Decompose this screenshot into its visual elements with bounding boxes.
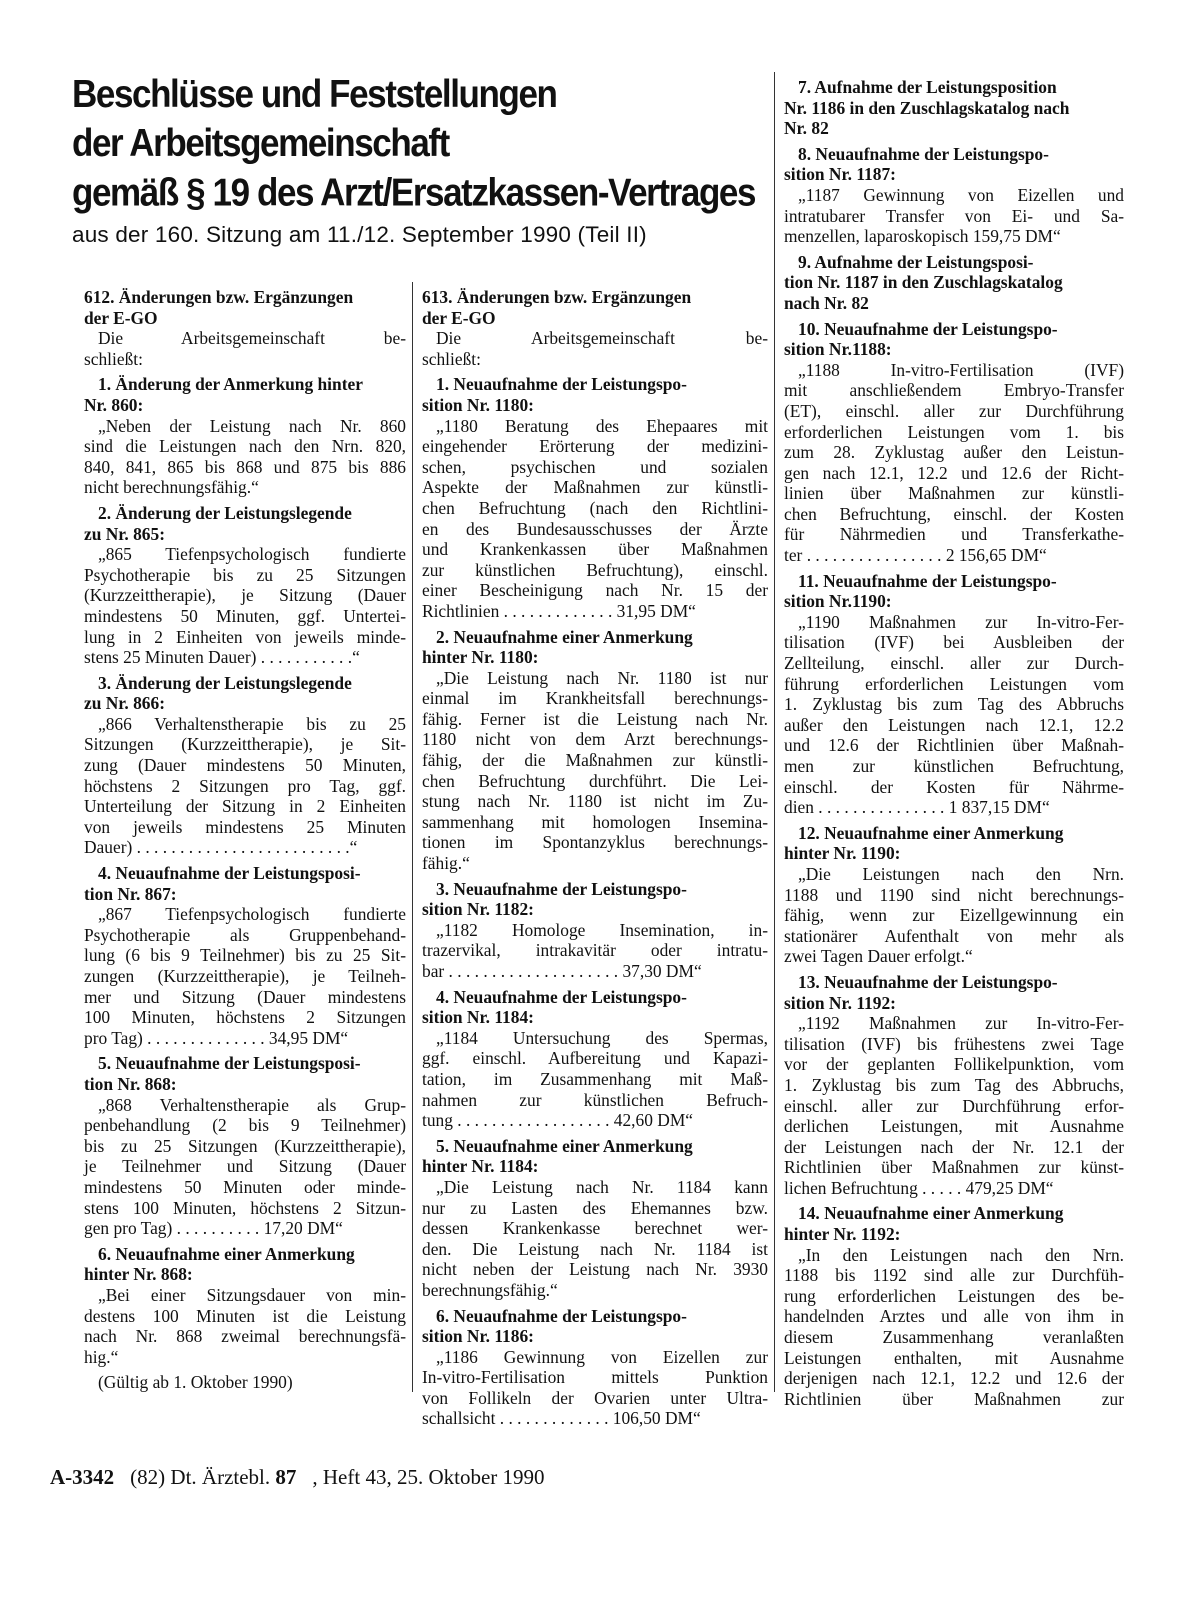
text-line: 1188 bis 1192 sind alle zur Durchfüh- <box>784 1265 1124 1286</box>
text-line: zung (Dauer mindestens 50 Minuten, <box>84 755 406 776</box>
text-line: Die Arbeitsgemeinschaft be- <box>436 328 768 349</box>
text-line: bis zu 25 Sitzungen (Kurzzeittherapie), <box>84 1135 406 1156</box>
text-line: stens 25 Minuten Dauer) . . . . . . . . . . .“ <box>84 647 360 668</box>
text-line: einer Bescheinigung nach Nr. 15 der <box>422 580 768 601</box>
text-line: tung . . . . . . . . . . . . . . . . . . 42,60 DM“ <box>422 1110 693 1131</box>
text-line: sammenhang mit homologen Insemina- <box>422 811 768 832</box>
section-heading-line: 1. Neuaufnahme der Leistungspo- <box>436 374 687 395</box>
section-heading-line: 3. Änderung der Leistungslegende <box>98 672 352 693</box>
text-line: „Neben der Leistung nach Nr. 860 <box>98 415 406 436</box>
section-heading-line: 8. Neuaufnahme der Leistungspo- <box>798 143 1049 164</box>
headline-line-3: gemäß § 19 des Arzt/Ersatzkassen-Vertrages <box>72 170 756 215</box>
text-line: sind die Leistungen nach den Nrn. 820, <box>84 436 406 457</box>
text-line: Richtlinien über Maßnahmen zur künst- <box>784 1157 1124 1178</box>
section-heading-line: Nr. 1186 in den Zuschlagskatalog nach <box>784 97 1070 118</box>
section-heading-line: der E-GO <box>422 307 496 328</box>
text-line: fähig, der die Maßnahmen zur künstli- <box>422 750 768 771</box>
section-heading-line: 4. Neuaufnahme der Leistungsposi- <box>98 863 361 884</box>
column-left <box>84 287 406 1393</box>
text-line: zum 28. Zyklustag außer den Leistun- <box>784 442 1124 463</box>
text-line: gen pro Tag) . . . . . . . . . . 17,20 DM“ <box>84 1218 343 1239</box>
text-line: stationärer Aufenthalt von mehr als <box>784 925 1124 946</box>
text-line: Aspekte der Maßnahmen zur künstli- <box>422 477 768 498</box>
text-line: intratubarer Transfer von Ei- und Sa- <box>784 205 1124 226</box>
section-heading-line: 612. Änderungen bzw. Ergänzungen <box>84 287 354 307</box>
text-line: nicht berechnungsfähig.“ <box>84 477 259 498</box>
text-line: „865 Tiefenpsychologisch fundierte <box>98 544 406 565</box>
section-heading-line: 11. Neuaufnahme der Leistungspo- <box>798 570 1057 591</box>
section-heading-line: sition Nr. 1187: <box>784 164 896 185</box>
text-line: schen, psychischen und sozialen <box>422 456 768 477</box>
text-line: derlichen Leistungen, mit Ausnahme <box>784 1116 1124 1137</box>
text-line: fähig. Ferner ist die Leistung nach Nr. <box>422 708 768 729</box>
text-line: 1180 nicht von dem Arzt berechnungs- <box>422 729 768 750</box>
text-line: Dauer) . . . . . . . . . . . . . . . . . . . . . . . . .“ <box>84 837 358 858</box>
text-line: und Krankenkassen über Maßnahmen <box>422 539 768 560</box>
section-heading-line: sition Nr.1190: <box>784 591 892 612</box>
text-line: trazervikal, intrakavitär oder intratu- <box>422 940 768 961</box>
section-heading-line: 3. Neuaufnahme der Leistungspo- <box>436 878 687 899</box>
text-line: „868 Verhaltenstherapie als Grup- <box>98 1094 406 1115</box>
section-heading-line: hinter Nr. 868: <box>84 1264 193 1285</box>
section-heading-line: tion Nr. 1187 in den Zuschlagskatalog <box>784 272 1063 293</box>
citation-suffix: , Heft 43, 25. Oktober 1990 <box>312 1465 545 1489</box>
text-line: außer den Leistungen nach 12.1, 12.2 <box>784 714 1124 735</box>
column-right <box>784 77 1124 1409</box>
subtitle: aus der 160. Sitzung am 11./12. September 1990 (Teil II) <box>72 222 647 247</box>
section-heading-line: sition Nr. 1192: <box>784 992 896 1013</box>
text-line: chen Befruchtung durchführt. Die Lei- <box>422 770 768 791</box>
text-line: eingehender Erörterung der medizini- <box>422 436 768 457</box>
text-line: zungen (Kurzzeittherapie), je Teilneh- <box>84 966 406 986</box>
text-line: lung in 2 Einheiten von jeweils minde- <box>84 626 406 647</box>
section-heading-line: hinter Nr. 1190: <box>784 843 901 864</box>
section-heading-line: 12. Neuaufnahme einer Anmerkung <box>798 822 1064 843</box>
text-line: zwei Tagen Dauer erfolgt.“ <box>784 946 973 967</box>
section-heading-line: 2. Neuaufnahme einer Anmerkung <box>436 626 693 647</box>
text-line: „1187 Gewinnung von Eizellen und <box>798 184 1124 205</box>
section-heading-line: tion Nr. 867: <box>84 883 177 904</box>
text-line: fähig, wenn zur Eizellgewinnung ein <box>784 905 1124 926</box>
text-line: den. Die Leistung nach Nr. 1184 ist <box>422 1238 768 1259</box>
page-footer <box>50 1465 545 1490</box>
text-line: „In den Leistungen nach den Nrn. <box>798 1244 1124 1265</box>
text-line: tilisation (IVF) bei Ausbleiben der <box>784 632 1124 653</box>
text-line: (Gültig ab 1. Oktober 1990) <box>98 1372 293 1393</box>
text-line: Leistungen enthalten, mit Ausnahme <box>784 1347 1124 1368</box>
text-line: zur künstlichen Befruchtung), einschl. <box>422 559 768 580</box>
text-line: Zellteilung, einschl. aller zur Durch- <box>784 653 1124 674</box>
text-line: chen Befruchtung, einschl. der Kosten <box>784 503 1124 524</box>
text-line: „1188 In-vitro-Fertilisation (IVF) <box>798 359 1124 380</box>
text-line: destens 100 Minuten ist die Leistung <box>84 1305 406 1326</box>
text-line: einschl. der Kosten für Nährme- <box>784 776 1124 797</box>
text-line: der Leistungen nach der Nr. 12.1 der <box>784 1136 1124 1157</box>
text-line: rung erforderlichen Leistungen des be- <box>784 1285 1124 1306</box>
text-line: einmal im Krankheitsfall berechnungs- <box>422 688 768 709</box>
text-line: nahmen zur künstlichen Befruch- <box>422 1089 768 1110</box>
text-line: „Die Leistung nach Nr. 1180 ist nur <box>436 667 768 688</box>
text-line: nach Nr. 868 zweimal berechnungsfä- <box>84 1326 406 1347</box>
text-line: 1188 und 1190 sind nicht berechnungs- <box>784 884 1124 905</box>
text-line: ter . . . . . . . . . . . . . . . . 2 156,65 DM“ <box>784 545 1047 566</box>
section-heading-line: hinter Nr. 1184: <box>422 1156 539 1177</box>
text-line: lichen Befruchtung . . . . . 479,25 DM“ <box>784 1177 1054 1198</box>
text-line: mit anschließendem Embryo-Transfer <box>784 380 1124 401</box>
text-line: diesem Zusammenhang veranlaßten <box>784 1327 1124 1348</box>
text-line: Psychotherapie bis zu 25 Sitzungen <box>84 564 406 585</box>
section-heading-line: Nr. 860: <box>84 394 144 415</box>
headline-line-1: Beschlüsse und Feststellungen <box>72 72 557 116</box>
text-line: „1184 Untersuchung des Spermas, <box>436 1027 768 1048</box>
text-line: „Bei einer Sitzungsdauer von min- <box>98 1284 406 1305</box>
text-line: „1182 Homologe Insemination, in- <box>436 919 768 940</box>
section-heading-line: sition Nr. 1180: <box>422 394 534 415</box>
text-line: (ET), einschl. aller zur Durchführung <box>784 400 1124 421</box>
text-line: lung (6 bis 9 Teilnehmer) bis zu 25 Sit- <box>84 945 406 966</box>
text-line: „867 Tiefenpsychologisch fundierte <box>98 904 406 925</box>
text-line: von jeweils mindestens 25 Minuten <box>84 816 406 837</box>
text-line: chen Befruchtung (nach den Richtlini- <box>422 497 768 518</box>
text-line: berechnungsfähig.“ <box>422 1279 558 1300</box>
citation-prefix: (82) Dt. Ärztebl. <box>130 1465 276 1489</box>
text-line: stens 100 Minuten, höchstens 2 Sitzun- <box>84 1197 406 1218</box>
volume-number: 87 <box>275 1465 297 1489</box>
text-line: schließt: <box>422 348 481 369</box>
text-line: erforderlichen Leistungen vom 1. bis <box>784 421 1124 442</box>
text-line: nicht neben der Leistung nach Nr. 3930 <box>422 1259 768 1280</box>
text-line: nur zu Lasten des Ehemannes bzw. <box>422 1197 768 1218</box>
text-line: 840, 841, 865 bis 868 und 875 bis 886 <box>84 456 406 477</box>
text-line: tation, im Zusammenhang mit Maß- <box>422 1068 768 1089</box>
section-heading-line: 6. Neuaufnahme der Leistungspo- <box>436 1305 687 1326</box>
text-line: führung erforderlichen Leistungen vom <box>784 673 1124 694</box>
section-heading-line: nach Nr. 82 <box>784 292 869 313</box>
section-heading-line: hinter Nr. 1180: <box>422 647 539 668</box>
text-line: mindestens 50 Minuten oder minde- <box>84 1176 406 1197</box>
text-line: mer und Sitzung (Dauer mindestens <box>84 986 406 1007</box>
section-heading-line: tion Nr. 868: <box>84 1073 177 1094</box>
text-line: linien über Maßnahmen zur künstli- <box>784 483 1124 504</box>
text-line: Die Arbeitsgemeinschaft be- <box>98 328 406 349</box>
text-line: einschl. aller zur Durchführung erfor- <box>784 1095 1124 1116</box>
text-line: schließt: <box>84 348 143 369</box>
text-line: pro Tag) . . . . . . . . . . . . . . 34,95 DM“ <box>84 1027 349 1048</box>
text-line: handelnden Arztes und alle von ihm in <box>784 1306 1124 1327</box>
text-line: schallsicht . . . . . . . . . . . . . 106,50 DM“ <box>422 1408 701 1429</box>
section-heading-line: 6. Neuaufnahme einer Anmerkung <box>98 1243 355 1264</box>
text-line: Richtlinien über Maßnahmen zur <box>784 1388 1124 1409</box>
text-line: tionen im Spontanzyklus berechnungs- <box>422 832 768 853</box>
text-line: 1. Zyklustag bis zum Tag des Abbruchs, <box>784 1074 1124 1095</box>
text-line: „Die Leistung nach Nr. 1184 kann <box>436 1176 768 1197</box>
text-line: „1192 Maßnahmen zur In-vitro-Fer- <box>798 1013 1124 1034</box>
text-line: „Die Leistungen nach den Nrn. <box>798 863 1124 884</box>
section-heading-line: 2. Änderung der Leistungslegende <box>98 502 352 523</box>
column-divider <box>412 282 413 1392</box>
section-heading-line: 9. Aufnahme der Leistungsposi- <box>798 251 1034 272</box>
text-line: men zur künstlichen Befruchtung, <box>784 756 1124 776</box>
section-heading-line: 14. Neuaufnahme einer Anmerkung <box>798 1203 1064 1224</box>
section-heading-line: sition Nr. 1182: <box>422 899 534 920</box>
section-heading-line: sition Nr. 1186: <box>422 1326 534 1347</box>
text-line: und 12.6 der Richtlinien über Maßnah- <box>784 735 1124 756</box>
section-heading-line: Nr. 82 <box>784 118 829 139</box>
section-heading-line: sition Nr. 1184: <box>422 1007 534 1028</box>
text-line: höchstens 2 Sitzungen pro Tag, ggf. <box>84 775 406 796</box>
headline <box>72 70 772 218</box>
page-number: A-3342 <box>50 1465 115 1489</box>
column-middle <box>422 287 768 1429</box>
text-line: stung nach Nr. 1180 ist nicht im Zu- <box>422 791 768 812</box>
text-line: je Teilnehmer und Sitzung (Dauer <box>84 1156 406 1177</box>
section-heading-line: hinter Nr. 1192: <box>784 1224 901 1245</box>
text-line: Psychotherapie als Gruppenbehand- <box>84 924 406 945</box>
section-heading-line: 1. Änderung der Anmerkung hinter <box>98 374 363 395</box>
section-heading-line: 5. Neuaufnahme einer Anmerkung <box>436 1135 693 1156</box>
text-line: hig.“ <box>84 1346 119 1367</box>
text-line: derjenigen nach 12.1, 12.2 und 12.6 der <box>784 1368 1124 1389</box>
section-heading-line: 13. Neuaufnahme der Leistungspo- <box>798 971 1058 992</box>
text-line: In-vitro-Fertilisation mittels Punktion <box>422 1367 768 1388</box>
text-line: Richtlinien . . . . . . . . . . . . . 31,95 DM“ <box>422 600 696 621</box>
text-line: penbehandlung (2 bis 9 Teilnehmer) <box>84 1115 406 1136</box>
section-heading-line: zu Nr. 866: <box>84 693 165 714</box>
section-heading-line: sition Nr.1188: <box>784 339 892 360</box>
text-line: von Follikeln der Ovarien unter Ultra- <box>422 1387 768 1408</box>
section-heading-line: der E-GO <box>84 307 158 328</box>
section-heading-line: 613. Änderungen bzw. Ergänzungen <box>422 287 692 307</box>
section-heading-line: zu Nr. 865: <box>84 523 165 544</box>
text-line: vor der geplanten Follikelpunktion, vom <box>784 1054 1124 1075</box>
text-line: dien . . . . . . . . . . . . . . . 1 837,15 DM“ <box>784 797 1050 818</box>
text-line: (Kurzzeittherapie), je Sitzung (Dauer <box>84 585 406 606</box>
text-line: „1190 Maßnahmen zur In-vitro-Fer- <box>798 611 1124 632</box>
section-heading-line: 5. Neuaufnahme der Leistungsposi- <box>98 1053 361 1074</box>
text-line: tilisation (IVF) bis frühestens zwei Tage <box>784 1033 1124 1054</box>
text-line: „866 Verhaltenstherapie bis zu 25 <box>98 713 406 734</box>
text-line: 100 Minuten, höchstens 2 Sitzungen <box>84 1007 406 1028</box>
section-heading-line: 10. Neuaufnahme der Leistungspo- <box>798 318 1058 339</box>
column-divider <box>774 72 775 1392</box>
text-line: mindestens 50 Minuten, ggf. Untertei- <box>84 605 406 626</box>
section-heading-line: 4. Neuaufnahme der Leistungspo- <box>436 986 687 1007</box>
text-line: für Nährmedien und Transferkathe- <box>784 524 1124 545</box>
text-line: gen nach 12.1, 12.2 und 12.6 der Richt- <box>784 462 1124 483</box>
text-line: en des Bundesausschusses der Ärzte <box>422 518 768 539</box>
text-line: dessen Krankenkasse berechnet wer- <box>422 1218 768 1239</box>
text-line: 1. Zyklustag bis zum Tag des Abbruchs <box>784 694 1124 715</box>
headline-line-2: der Arbeitsgemeinschaft <box>72 121 449 166</box>
text-line: bar . . . . . . . . . . . . . . . . . . . . 37,30 DM“ <box>422 961 702 981</box>
text-line: „1180 Beratung des Ehepaares mit <box>436 415 768 436</box>
text-line: „1186 Gewinnung von Eizellen zur <box>436 1346 768 1367</box>
text-line: fähig.“ <box>422 853 470 874</box>
section-heading-line: 7. Aufnahme der Leistungsposition <box>798 77 1057 97</box>
text-line: menzellen, laparoskopisch 159,75 DM“ <box>784 226 1061 247</box>
text-line: Sitzungen (Kurzzeittherapie), je Sit- <box>84 734 406 755</box>
text-line: Unterteilung der Sitzung in 2 Einheiten <box>84 796 406 817</box>
text-line: ggf. einschl. Aufbereitung und Kapazi- <box>422 1048 768 1069</box>
